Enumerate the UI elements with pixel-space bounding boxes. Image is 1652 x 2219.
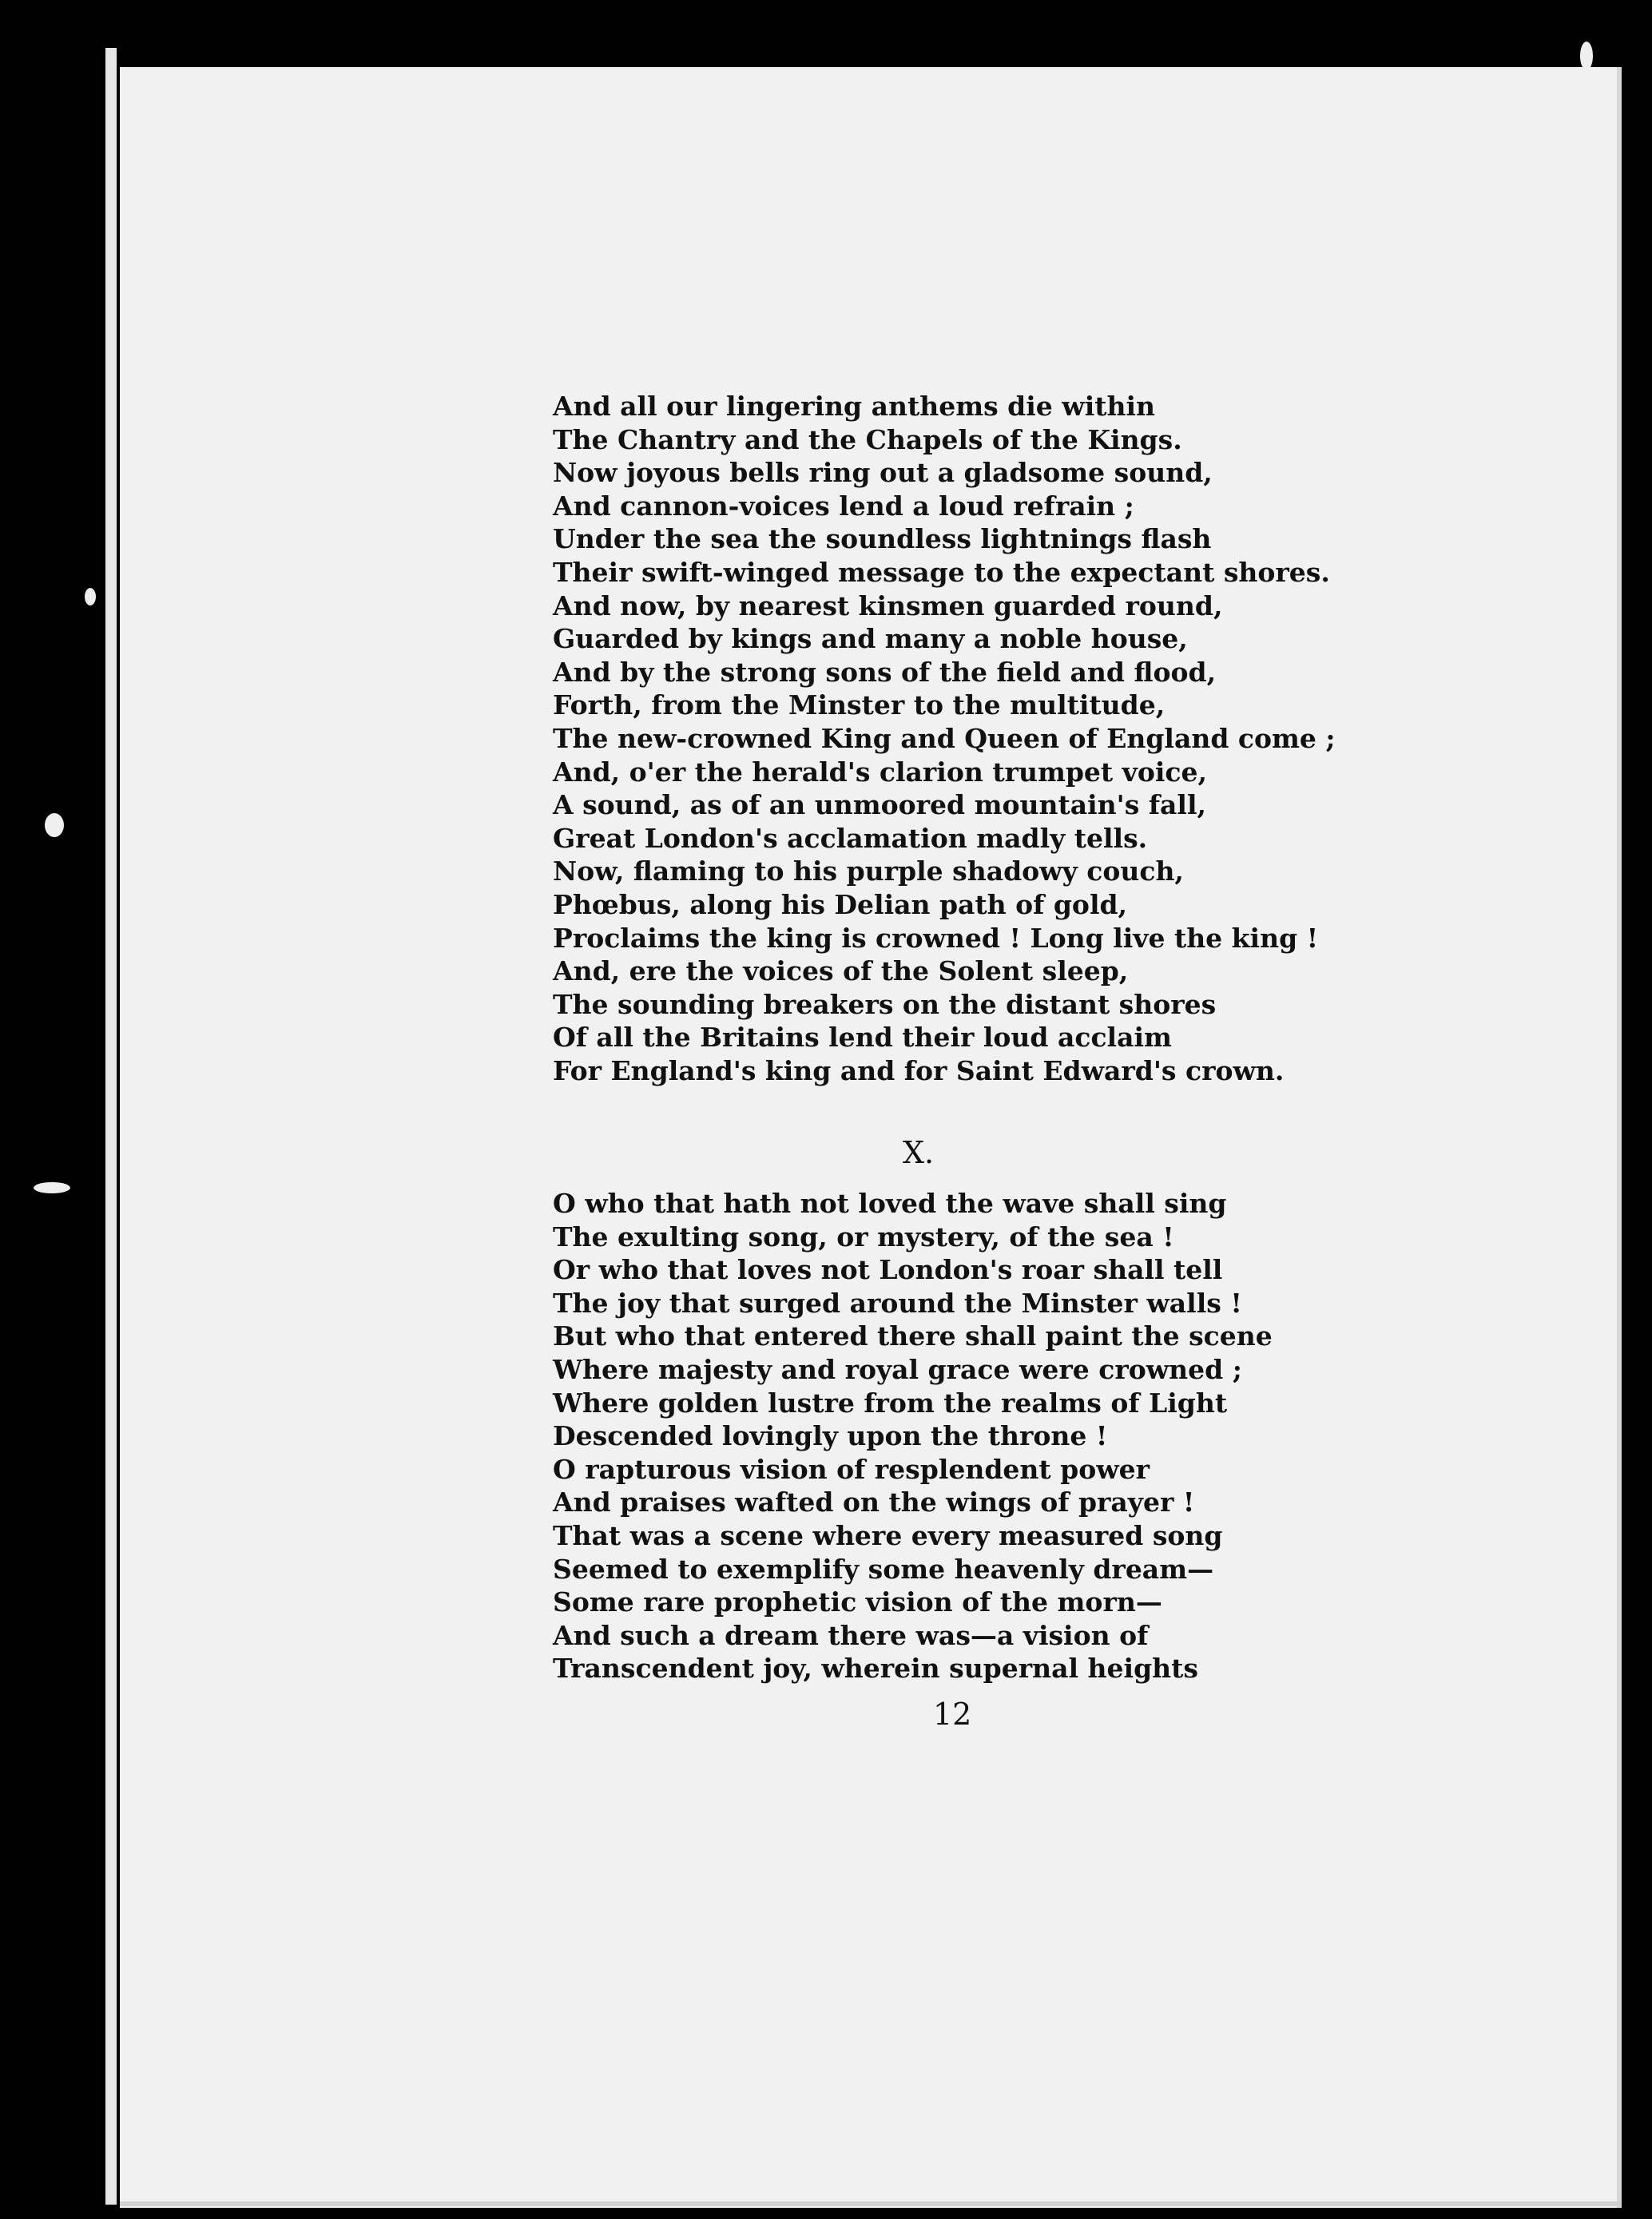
poem-line: Proclaims the king is crowned ! Long live the king ! [553, 922, 1319, 954]
poem-line: The sounding breakers on the distant shores [553, 988, 1217, 1020]
poem-line: Some rare prophetic vision of the morn— [553, 1586, 1162, 1618]
poem-line: And such a dream there was—a vision of [553, 1619, 1149, 1651]
poem-line: Forth, from the Minster to the multitude, [553, 689, 1166, 721]
section-x-stanza [553, 1187, 1352, 1685]
poem-line: Of all the Britains lend their loud acclaim [553, 1022, 1172, 1054]
page-number: 12 [933, 1697, 972, 1732]
poem-line: And by the strong sons of the field and flood, [553, 656, 1217, 688]
scan-speck [1580, 42, 1593, 70]
poem-line: For England's king and for Saint Edward's crown. [553, 1054, 1285, 1086]
page [120, 67, 1622, 2208]
poem-line: O who that hath not loved the wave shall sing [553, 1188, 1227, 1219]
page-right-edge [1617, 67, 1622, 2208]
poem-line: That was a scene where every measured song [553, 1519, 1223, 1551]
poem-line: Their swift-winged message to the expectant shores. [553, 556, 1330, 588]
poem-line: And all our lingering anthems die within [553, 391, 1155, 422]
poem-line: And, o'er the herald's clarion trumpet voice, [553, 756, 1207, 788]
poem-line: And cannon-voices lend a loud refrain ; [553, 490, 1134, 522]
poem-line: The joy that surged around the Minster walls ! [553, 1287, 1242, 1319]
stanza-continuation [553, 390, 1352, 1087]
poem-line: Where majesty and royal grace were crowned ; [553, 1353, 1242, 1385]
poem-line: And, ere the voices of the Solent sleep, [553, 955, 1129, 987]
poem-line: The exulting song, or mystery, of the sea ! [553, 1221, 1174, 1252]
poem-line: Now, flaming to his purple shadowy couch, [553, 855, 1184, 887]
poem-line: Descended lovingly upon the throne ! [553, 1420, 1108, 1452]
poem-line: Now joyous bells ring out a gladsome sound, [553, 457, 1213, 489]
poem-line: Great London's acclamation madly tells. [553, 822, 1148, 854]
scan-speck [45, 813, 64, 837]
scan-speck [85, 588, 96, 605]
poem-line: Phœbus, along his Delian path of gold, [553, 888, 1128, 920]
poem-line: O rapturous vision of resplendent power [553, 1453, 1150, 1485]
poem-line: A sound, as of an unmoored mountain's fall, [553, 789, 1206, 821]
poem-line: Or who that loves not London's roar shall tell [553, 1254, 1223, 1286]
poem-line: And praises wafted on the wings of prayer ! [553, 1487, 1195, 1518]
poem-line: Seemed to exemplify some heavenly dream— [553, 1553, 1214, 1585]
poem-line: Where golden lustre from the realms of Light [553, 1387, 1228, 1419]
poem-line: The new-crowned King and Queen of England come ; [553, 722, 1336, 754]
poem-line: And now, by nearest kinsmen guarded round, [553, 589, 1223, 621]
poem-line: Guarded by kings and many a noble house, [553, 623, 1188, 655]
poem-line: Transcendent joy, wherein supernal heights [553, 1653, 1198, 1685]
poem-line: Under the sea the soundless lightnings flash [553, 523, 1212, 555]
scan-speck [34, 1182, 70, 1193]
poem-line: But who that entered there shall paint the scene [553, 1320, 1273, 1352]
page-gutter [105, 48, 117, 2205]
page-bottom-edge [120, 2201, 1622, 2206]
section-heading: X. [903, 1135, 935, 1170]
poem-line: The Chantry and the Chapels of the Kings. [553, 423, 1182, 455]
